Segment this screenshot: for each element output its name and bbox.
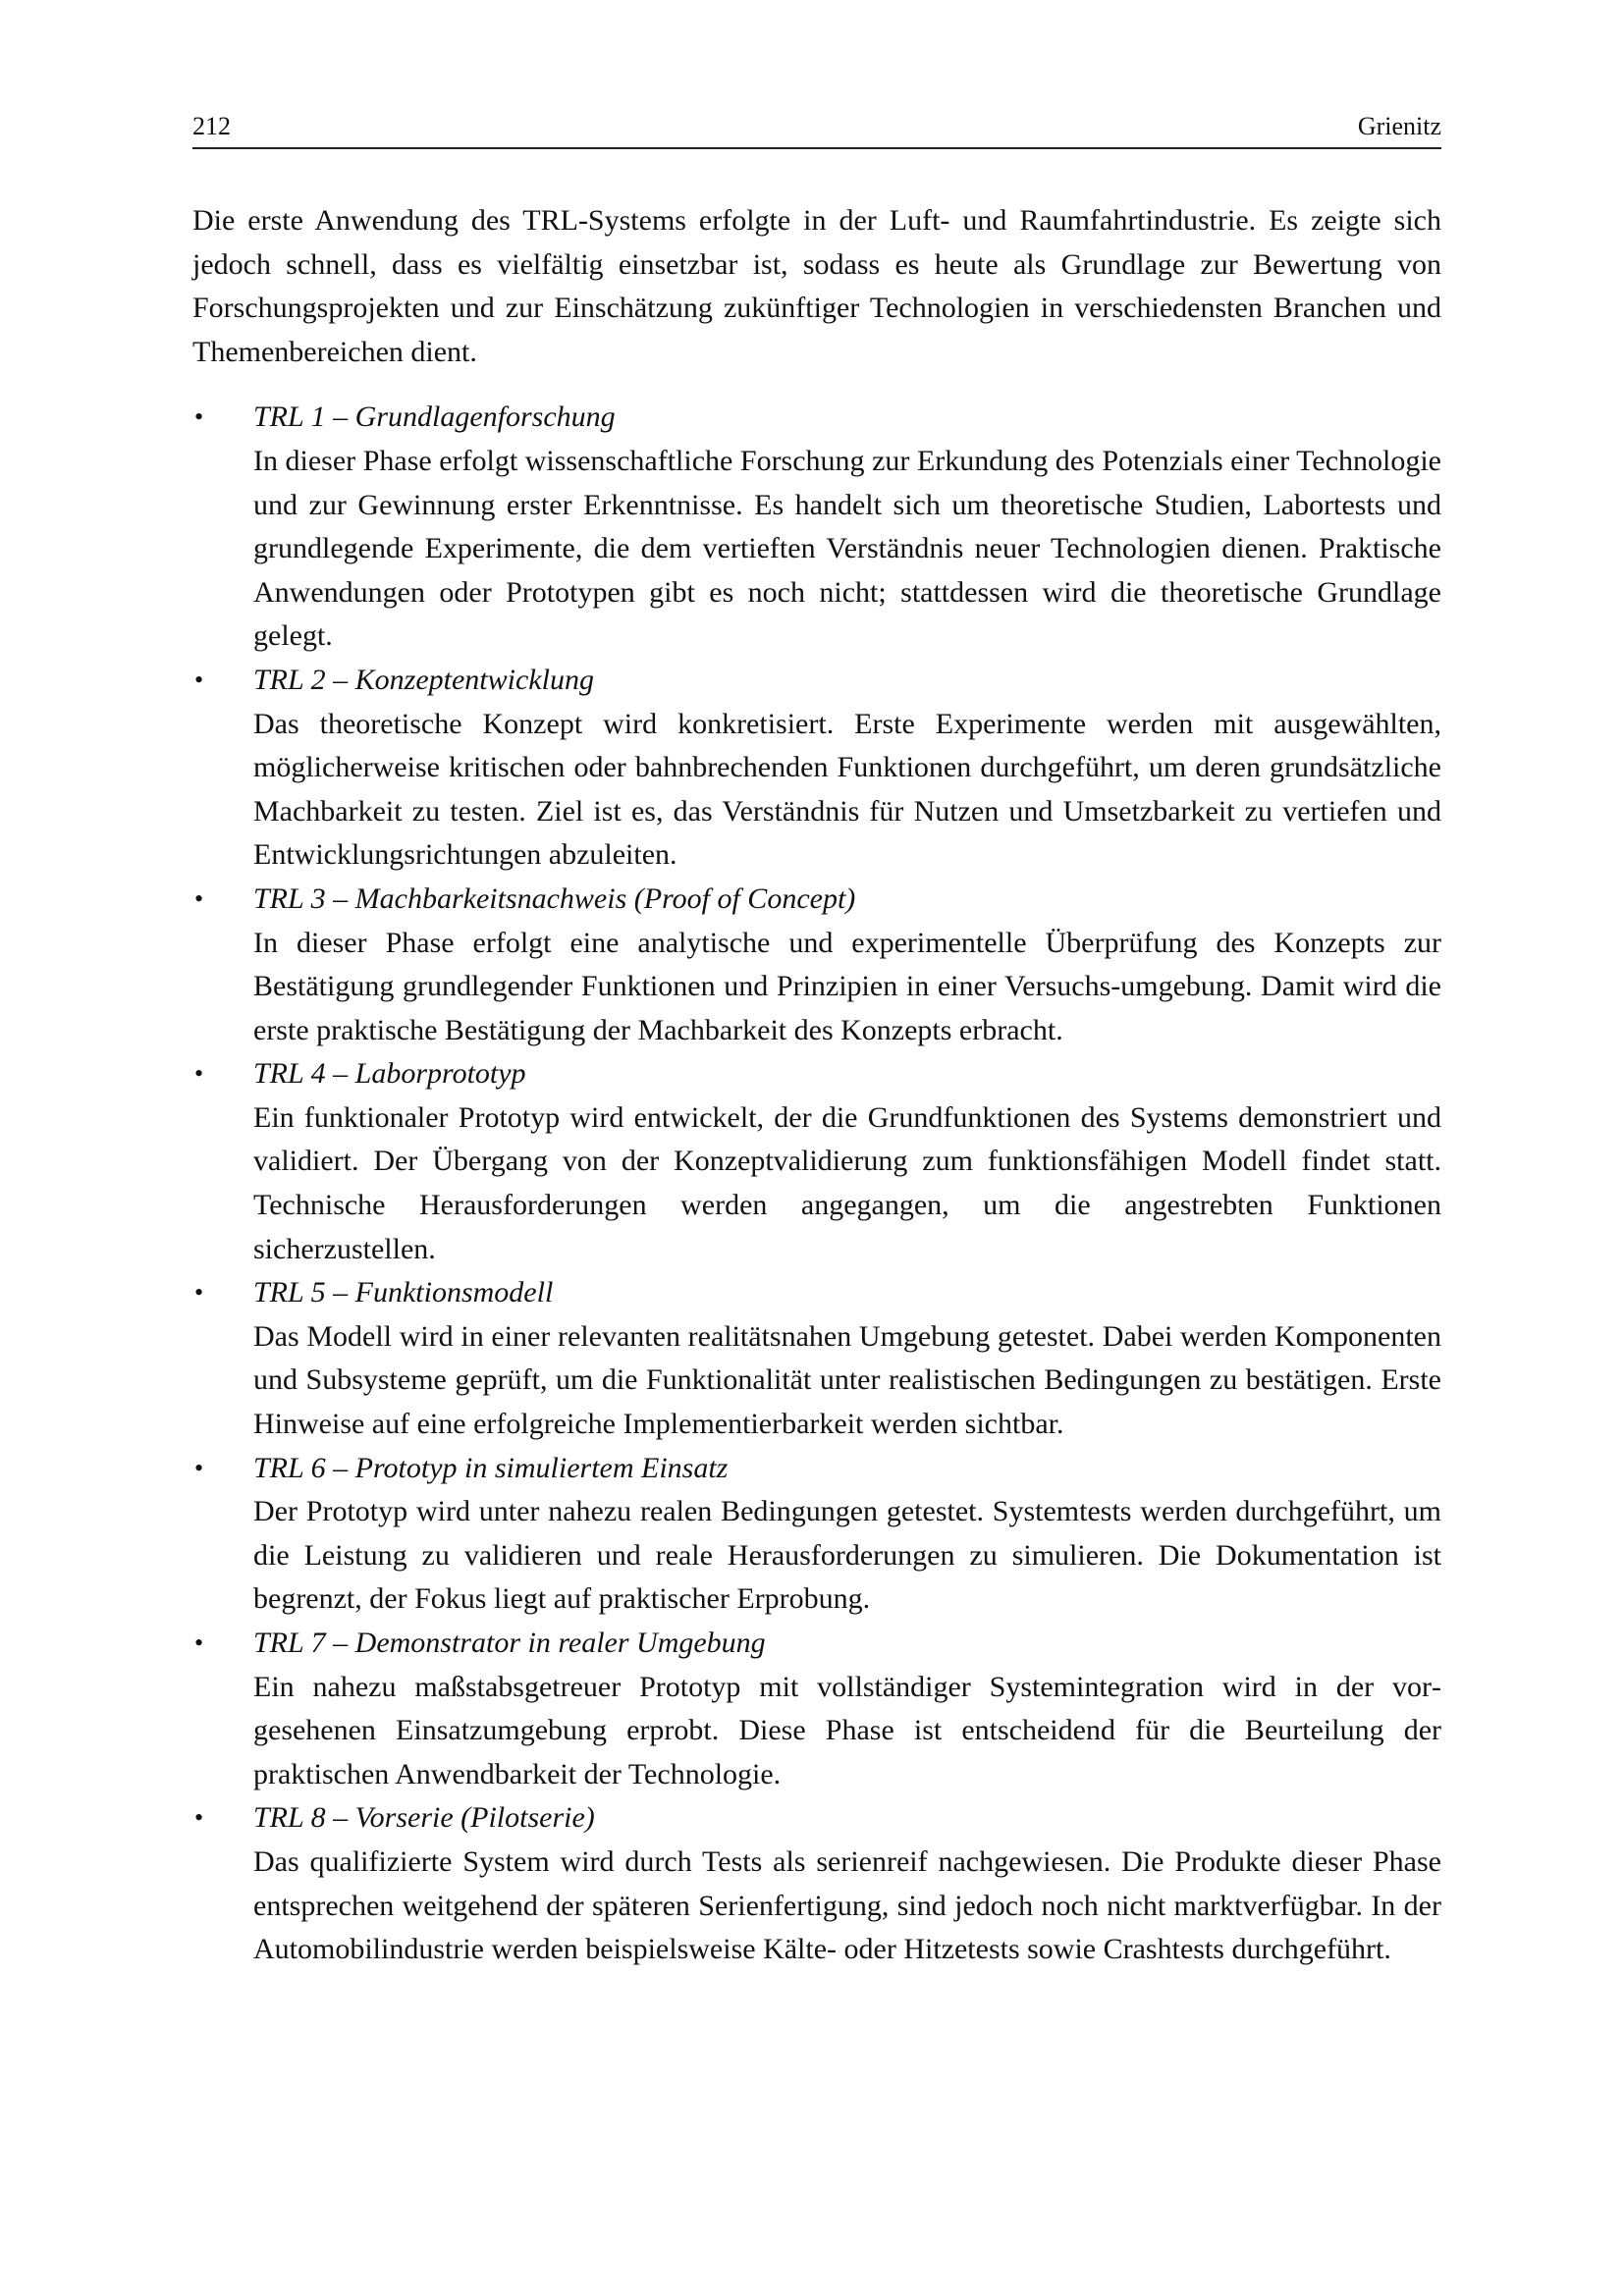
trl-list (192, 396, 1441, 1971)
bullet-icon: • (194, 883, 204, 913)
trl-item-3 (192, 878, 1441, 1052)
bullet-icon: • (194, 402, 204, 432)
trl-description: Das qualifizierte System wird durch Tests als serienreif nachgewiesen. Die Produkte dieser Phase entsprechen weitgehend der späteren Serienfertigung, sind jedoch noch nicht marktverfügbar. In der Automobilindustrie werden beispielsweise Kälte- oder Hitzetests sowie Crashtests durchgeführt. (253, 1844, 1441, 1966)
trl-description: Ein nahezu maßstabsgetreuer Prototyp mit vollständiger Systemintegration wird in der vorgesehenen Einsatzumgebung erprobt. Diese Phase ist entscheidend für die Beurteilung der praktischen Anwendbarkeit der Technologie. (253, 1670, 1441, 1790)
trl-item-5 (192, 1271, 1441, 1446)
running-header (192, 110, 1441, 149)
trl-title: TRL 3 – Machbarkeitsnachweis (Proof of Concept) (253, 881, 856, 915)
trl-item-6 (192, 1447, 1441, 1622)
trl-description: In dieser Phase erfolgt eine analytische und experimentelle Überprüfung des Konzepts zur Bestätigung grundlegender Funktionen und Prinzipien in einer Versuchs-umgebung. Damit wird die erste praktische Bestätigung der Machbarkeit des Konzepts erbracht. (253, 926, 1441, 1046)
trl-description: Der Prototyp wird unter nahezu realen Bedingungen getestet. Systemtests werden durchgeführt, um die Leistung zu validieren und reale Herausforderungen zu simulieren. Die Dokumentation ist begrenzt, der Fokus liegt auf praktischer Erprobung. (253, 1495, 1441, 1616)
trl-item-1 (192, 396, 1441, 659)
running-head-author: Grienitz (1357, 112, 1441, 140)
trl-item-4 (192, 1052, 1441, 1271)
trl-item-2 (192, 659, 1441, 878)
trl-title: TRL 2 – Konzeptentwicklung (253, 663, 594, 696)
trl-title: TRL 1 – Grundlagenforschung (253, 400, 616, 434)
bullet-icon: • (194, 1453, 204, 1482)
bullet-icon: • (194, 665, 204, 694)
bullet-icon: • (194, 1803, 204, 1833)
trl-description: Das theoretische Konzept wird konkretisiert. Erste Experimente werden mit ausgewählten, möglicherweise kritischen oder bahnbrechenden Funktionen durchgeführt, um deren grundsätzliche Machbarkeit zu testen. Ziel ist es, das Verständnis für Nutzen und Umsetzbarkeit zu vertiefen und Entwicklungsrichtungen abzuleiten. (253, 707, 1441, 872)
page-number: 212 (192, 112, 231, 140)
trl-description: In dieser Phase erfolgt wissenschaftliche Forschung zur Erkundung des Potenzials einer Technologie und zur Gewinnung erster Erkenntnisse. Es handelt sich um theoretische Studien, Labortests und grundlegende Experimente, die dem vertieften Verständnis neuer Technologien dienen. Praktische Anwendungen oder Prototypen gibt es noch nicht; stattdessen wird die theoretische Grundlage gelegt. (253, 444, 1441, 653)
trl-title: TRL 8 – Vorserie (Pilotserie) (253, 1801, 595, 1835)
trl-title: TRL 5 – Funktionsmodell (253, 1276, 554, 1309)
trl-description: Ein funktionaler Prototyp wird entwickelt, der die Grundfunktionen des Systems demonstriert und validiert. Der Übergang von der Konzeptvalidierung zum funktionsfähigen Modell findet statt. Technische Herausforderungen werden angegangen, um die angestrebten Funktionen sicherzustellen. (253, 1100, 1441, 1265)
intro-paragraph: Die erste Anwendung des TRL-Systems erfolgte in der Luft- und Raumfahrtindustrie. Es zeigte sich jedoch schnell, dass es vielfältig einsetzbar ist, sodass es heute als Grundlage zur Bewertung von Forschungsprojekten und zur Einschätzung zukünftiger Technologien in verschiedensten Branchen und Themenbereichen dient. (192, 204, 1441, 368)
trl-title: TRL 6 – Prototyp in simuliertem Einsatz (253, 1451, 729, 1484)
trl-title: TRL 7 – Demonstrator in realer Umgebung (253, 1627, 766, 1659)
bullet-icon: • (194, 1278, 204, 1308)
trl-item-8 (192, 1796, 1441, 1971)
trl-item-7 (192, 1622, 1441, 1796)
trl-description: Das Modell wird in einer relevanten realitätsnahen Umgebung getestet. Dabei werden Komponenten und Subsysteme geprüft, um die Funktionalität unter realistischen Bedingungen zu bestätigen. Erste Hinweise auf eine erfolgreiche Implementierbarkeit werden sichtbar. (253, 1319, 1441, 1441)
bullet-icon: • (194, 1629, 204, 1657)
bullet-icon: • (194, 1059, 204, 1089)
body-text (192, 199, 1441, 1972)
trl-title: TRL 4 – Laborprototyp (253, 1057, 526, 1091)
